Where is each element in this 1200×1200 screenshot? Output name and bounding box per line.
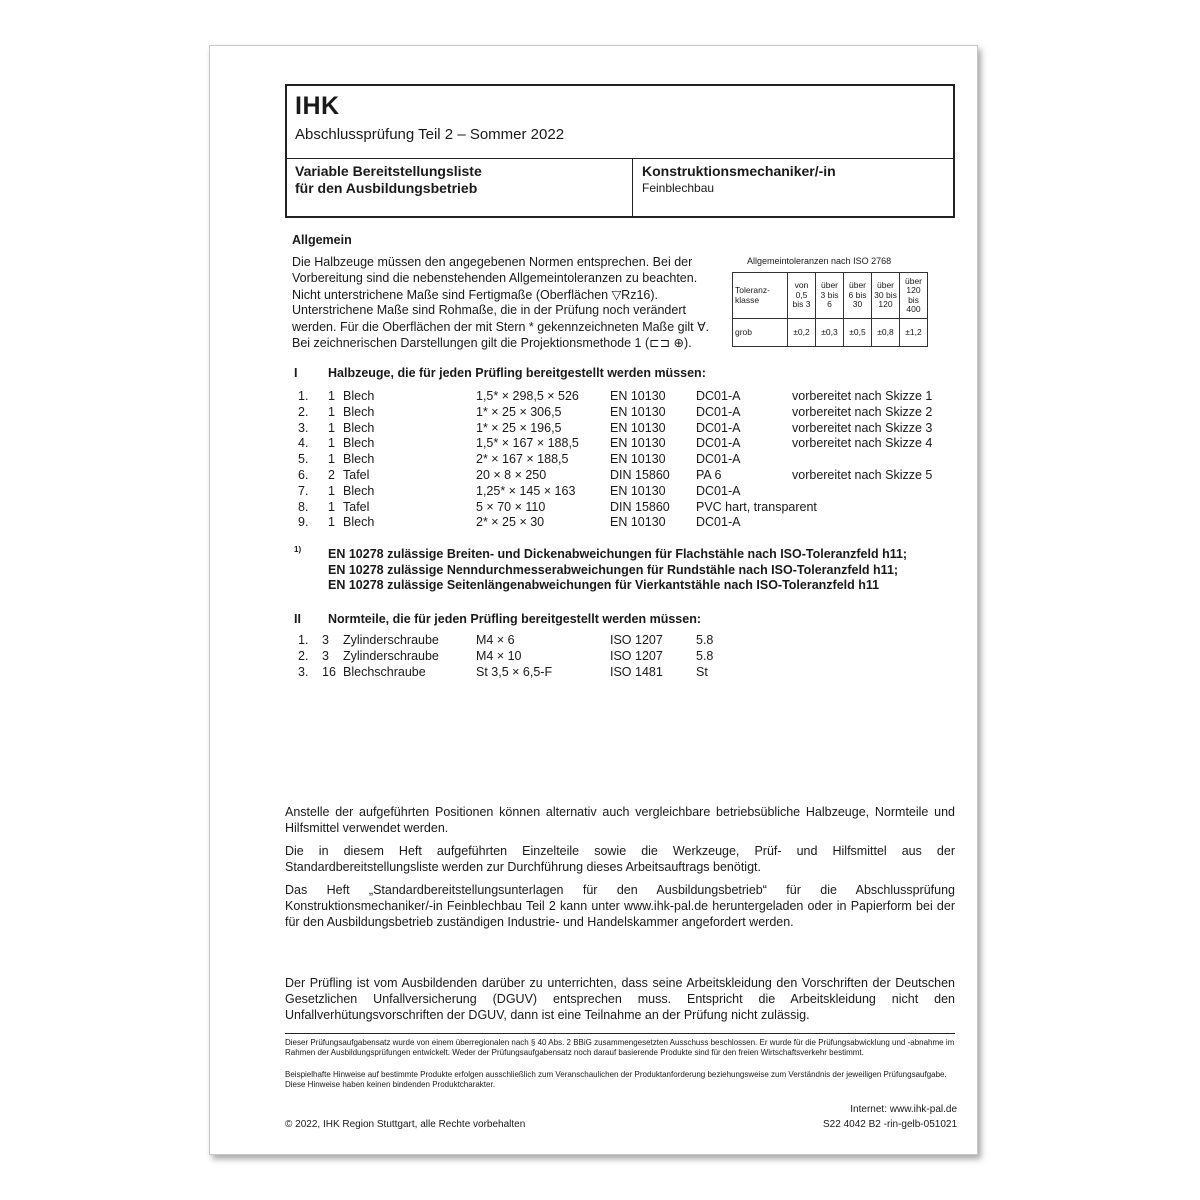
tolerance-class: grob — [733, 319, 788, 347]
item-dim: 1* × 25 × 306,5 — [476, 404, 562, 419]
part-mat: 5.8 — [696, 633, 714, 647]
item-qty: 1 — [328, 483, 335, 498]
item-mat: PVC hart, transparent — [696, 499, 817, 514]
exam-title: Abschlussprüfung Teil 2 – Sommer 2022 — [295, 126, 565, 143]
item-mat: DC01-A — [696, 404, 741, 419]
item-qty: 1 — [328, 499, 335, 514]
item-norm: EN 10130 — [610, 404, 666, 419]
org-name: IHK — [295, 92, 340, 120]
item-dim: 5 × 70 × 110 — [476, 499, 546, 514]
copyright: © 2022, IHK Region Stuttgart, alle Rechte vorbehalten — [285, 1119, 526, 1130]
tolerance-row-label: Toleranz-klasse — [733, 273, 788, 319]
item-qty: 1 — [328, 389, 335, 403]
part-no: 2. — [298, 649, 309, 663]
part-no: 3. — [298, 665, 309, 679]
document-page — [209, 45, 978, 1155]
item-note: vorbereitet nach Skizze 5 — [792, 468, 933, 482]
part-name: Zylinderschraube — [343, 649, 439, 663]
item-name: Blech — [343, 452, 375, 467]
tolerance-value: ±1,2 — [900, 319, 928, 347]
item-dim: 1,25* × 145 × 163 — [476, 483, 576, 498]
tolerance-header: über 120 bis 400 — [900, 273, 928, 319]
part-name: Blechschraube — [343, 665, 426, 679]
section2-title: Normteile, die für jeden Prüfling bereitgestellt werden müssen: — [328, 612, 701, 626]
item-no: 1. — [298, 389, 309, 403]
item-no: 8. — [298, 499, 309, 514]
paragraph-standard-list: Die in diesem Heft aufgeführten Einzelteile sowie die Werkzeuge, Prüf- und Hilfsmittel aus der Standardbereitstellungsliste werden zur Durchführung dieses Arbeitsauftrags benötigt. — [285, 844, 955, 874]
item-note: vorbereitet nach Skizze 3 — [792, 420, 933, 435]
general-heading: Allgemein — [292, 233, 352, 247]
item-note: vorbereitet nach Skizze 1 — [792, 389, 933, 403]
item-qty: 1 — [328, 436, 335, 451]
paragraph-alternatives: Anstelle der aufgeführten Positionen können alternativ auch vergleichbare betriebsübliche Halbzeuge, Normteile und Hilfsmittel verwendet werden. — [285, 805, 955, 835]
paragraph-workwear: Der Prüfling ist vom Ausbildenden darüber zu unterrichten, dass seine Arbeitskleidung den Vorschriften der Deutschen Gesetzlichen Unfallversicherung (DGUV) entsprechen muss. Entspricht die Arbeitskleidung nicht den Unfallverhütungsvorschriften der DGUV, dann ist eine Teilnahme an der Prüfung nicht zulässig. — [285, 976, 955, 1022]
item-norm: EN 10130 — [610, 483, 666, 498]
internet-link[interactable]: Internet: www.ihk-pal.de — [850, 1104, 957, 1115]
item-dim: 20 × 8 × 250 — [476, 468, 547, 482]
general-line: Bei zeichnerischen Darstellungen gilt die Projektionsmethode 1 (⊏⊐ ⊕). — [292, 336, 692, 350]
item-dim: 1,5* × 167 × 188,5 — [476, 436, 579, 451]
item-note: vorbereitet nach Skizze 2 — [792, 404, 933, 419]
item-name: Blech — [343, 436, 375, 451]
part-mat: St — [696, 665, 708, 679]
general-line: werden. Für die Oberflächen der mit Stern * gekennzeichneten Maße gilt ∀. — [292, 320, 710, 334]
footnote-mark: 1) — [294, 545, 302, 554]
section1-title: Halbzeuge, die für jeden Prüfling bereitgestellt werden müssen: — [328, 366, 706, 380]
item-qty: 2 — [328, 468, 335, 482]
item-dim: 1* × 25 × 196,5 — [476, 420, 562, 435]
item-norm: EN 10130 — [610, 420, 666, 435]
item-mat: DC01-A — [696, 420, 741, 435]
specialty-name: Feinblechbau — [642, 181, 715, 195]
part-dim: M4 × 6 — [476, 633, 515, 647]
item-note: vorbereitet nach Skizze 4 — [792, 436, 933, 451]
paragraph-download: Das Heft „Standardbereitstellungsunterlagen für den Ausbildungsbetrieb“ für die Abschlussprüfung Konstruktionsmechaniker/-in Feinblechbau Teil 2 kann unter www.ihk-pal.de heruntergeladen oder in Papierform bei der für den Ausbildungsbetrieb zuständigen Industrie- und Handelskammer angefordert werden. — [285, 883, 955, 929]
item-norm: DIN 15860 — [610, 468, 670, 482]
tolerance-table — [732, 272, 928, 347]
part-norm: ISO 1481 — [610, 665, 663, 679]
part-no: 1. — [298, 633, 309, 647]
part-mat: 5.8 — [696, 649, 714, 663]
item-mat: DC01-A — [696, 436, 741, 451]
part-qty: 3 — [322, 649, 329, 663]
document-header — [285, 84, 955, 218]
tolerance-header: von 0,5 bis 3 — [788, 273, 816, 319]
tolerance-value: ±0,2 — [788, 319, 816, 347]
item-no: 7. — [298, 483, 309, 498]
part-qty: 16 — [322, 665, 336, 679]
section2-roman: II — [294, 612, 301, 626]
item-no: 4. — [298, 436, 309, 451]
item-qty: 1 — [328, 452, 335, 467]
header-top — [287, 86, 953, 159]
item-name: Tafel — [343, 468, 370, 482]
footnote-line: EN 10278 zulässige Seitenlängenabweichungen für Vierkantstähle nach ISO-Toleranzfeld h11 — [328, 578, 880, 592]
item-no: 9. — [298, 515, 309, 530]
item-no: 6. — [298, 468, 309, 482]
header-right-cell — [633, 159, 955, 218]
legal-note-1: Dieser Prüfungsaufgabensatz wurde von einem überregionalen nach § 40 Abs. 2 BBiG zusammengesetzten Ausschuss beschlossen. Er wurde für die Prüfungsabwicklung und -abnahme im Rahmen der Ausbildungsprüfungen entwickelt. Weder der Prüfungsaufgabensatz noch darauf basierende Produkte sind für den freien Wirtschaftsverkehr bestimmt. — [285, 1038, 955, 1057]
item-qty: 1 — [328, 404, 335, 419]
list-title-line2: für den Ausbildungsbetrieb — [295, 180, 478, 196]
part-dim: St 3,5 × 6,5-F — [476, 665, 553, 679]
footer-rule — [285, 1033, 955, 1034]
general-line: Nicht unterstrichene Maße sind Fertigmaße (Oberflächen ▽Rz16). — [292, 288, 659, 302]
item-norm: EN 10130 — [610, 436, 666, 451]
footnote-line: EN 10278 zulässige Breiten- und Dickenabweichungen für Flachstähle nach ISO-Toleranzfeld h11; — [328, 547, 908, 561]
part-norm: ISO 1207 — [610, 649, 663, 663]
item-name: Blech — [343, 515, 375, 530]
item-name: Blech — [343, 389, 375, 403]
item-qty: 1 — [328, 420, 335, 435]
item-norm: EN 10130 — [610, 389, 666, 403]
general-line: Die Halbzeuge müssen den angegebenen Normen entsprechen. Bei der — [292, 255, 693, 269]
list-title-line1: Variable Bereitstellungsliste — [295, 163, 482, 179]
item-name: Blech — [343, 420, 375, 435]
part-dim: M4 × 10 — [476, 649, 522, 663]
tolerance-header: über 30 bis 120 — [872, 273, 900, 319]
header-left-cell — [287, 159, 633, 218]
part-norm: ISO 1207 — [610, 633, 663, 647]
tolerance-value: ±0,3 — [816, 319, 844, 347]
item-mat: PA 6 — [696, 468, 722, 482]
tolerance-value: ±0,5 — [844, 319, 872, 347]
tolerance-header: über 3 bis 6 — [816, 273, 844, 319]
document-code: S22 4042 B2 -rin-gelb-051021 — [823, 1119, 957, 1130]
item-name: Tafel — [343, 499, 370, 514]
tolerance-caption: Allgemeintoleranzen nach ISO 2768 — [747, 256, 892, 266]
item-qty: 1 — [328, 515, 335, 530]
footnote-line: EN 10278 zulässige Nenndurchmesserabweichungen für Rundstähle nach ISO-Toleranzfeld h11; — [328, 562, 899, 577]
tolerance-value: ±0,8 — [872, 319, 900, 347]
item-name: Blech — [343, 404, 375, 419]
item-dim: 2* × 167 × 188,5 — [476, 452, 569, 467]
section1-roman: I — [294, 366, 298, 380]
tolerance-header: über 6 bis 30 — [844, 273, 872, 319]
profession-name: Konstruktionsmechaniker/-in — [642, 163, 836, 179]
legal-note-2: Beispielhafte Hinweise auf bestimmte Produkte erfolgen ausschließlich zum Veranschaulichen der Produktanforderung beziehungsweise zum Verständnis der jeweiligen Prüfungsaufgabe. Diese Hinweise haben keinen bindenden Produktcharakter. — [285, 1070, 947, 1089]
item-norm: EN 10130 — [610, 452, 666, 467]
item-no: 3. — [298, 420, 309, 435]
item-mat: DC01-A — [696, 483, 741, 498]
item-no: 2. — [298, 404, 309, 419]
part-qty: 3 — [322, 633, 329, 647]
general-line: Vorbereitung sind die nebenstehenden Allgemeintoleranzen zu beachten. — [292, 271, 698, 285]
item-norm: DIN 15860 — [610, 499, 670, 514]
item-name: Blech — [343, 483, 375, 498]
item-no: 5. — [298, 452, 309, 467]
item-mat: DC01-A — [696, 389, 741, 403]
item-dim: 1,5* × 298,5 × 526 — [476, 389, 579, 403]
item-mat: DC01-A — [696, 515, 741, 530]
item-mat: DC01-A — [696, 452, 741, 467]
general-line: Unterstrichene Maße sind Rohmaße, die in der Prüfung noch verändert — [292, 303, 686, 317]
item-dim: 2* × 25 × 30 — [476, 515, 545, 530]
part-name: Zylinderschraube — [343, 633, 439, 647]
item-norm: EN 10130 — [610, 515, 666, 530]
